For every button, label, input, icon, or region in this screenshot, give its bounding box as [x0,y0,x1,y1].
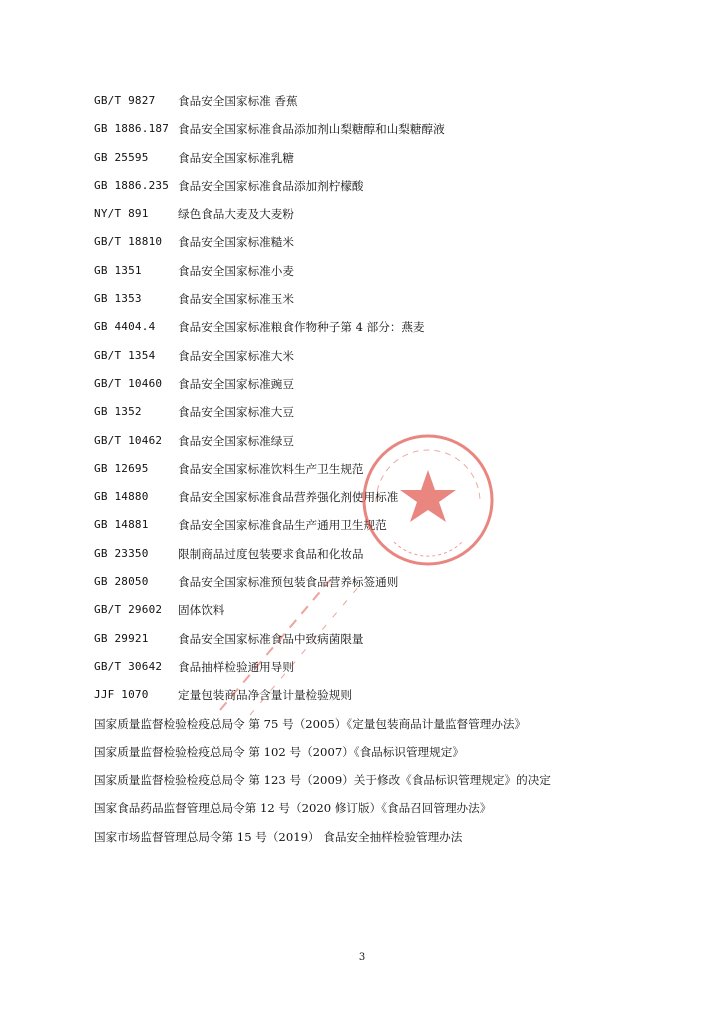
standard-title: 食品安全国家标准大米 [178,348,294,363]
regulation-text: 国家质量监督检验检疫总局令 第 123 号（2009）关于修改《食品标识管理规定》的决定 [94,773,551,788]
standard-code: GB/T 30642 [94,659,163,673]
standard-title: 食品安全国家标准 香蕉 [178,94,298,108]
standard-row [94,401,654,429]
seal-watermark-stroke [250,585,360,715]
standard-title: 食品安全国家标准食品生产通用卫生规范 [178,518,387,533]
standard-title: 定量包装商品净含量计量检验规则 [178,688,352,703]
standard-code: GB/T 10462 [94,433,163,447]
seal-watermark-stroke [220,580,330,710]
standard-title: 食品安全国家标准绿豆 [178,433,294,448]
standard-code: GB/T 18810 [94,235,163,249]
standard-title: 限制商品过度包装要求食品和化妆品 [178,546,364,561]
seal-star-icon [400,470,456,522]
standard-title: 食品抽样检验通用导则 [178,659,294,674]
regulation-row [94,741,654,769]
standard-code: GB 1351 [94,263,142,277]
standard-code: GB 25595 [94,150,149,164]
regulation-text: 国家市场监督管理总局令第 15 号（2019） 食品安全抽样检验管理办法 [94,829,463,844]
standard-code: JJF 1070 [94,688,149,702]
standard-code: GB/T 9827 [94,94,156,107]
standard-code: GB/T 1354 [94,348,156,362]
standard-code: NY/T 891 [94,207,149,221]
standard-title: 食品安全国家标准大豆 [178,405,294,420]
standard-row [94,288,654,316]
standard-code: GB 23350 [94,546,149,560]
standard-code: GB/T 29602 [94,603,163,617]
standard-row [94,118,654,146]
regulation-text: 国家质量监督检验检疫总局令 第 102 号（2007）《食品标识管理规定》 [94,744,464,759]
standard-title: 食品安全国家标准豌豆 [178,376,294,391]
standard-row [94,373,654,401]
standard-code: GB/T 10460 [94,376,163,390]
standard-title: 食品安全国家标准糙米 [178,235,294,250]
standard-row [94,231,654,259]
standard-row [94,90,654,118]
standard-row [94,345,654,373]
standard-code: GB 14880 [94,490,149,504]
standard-code: GB 28050 [94,575,149,589]
standard-title: 食品安全国家标准饮料生产卫生规范 [178,461,364,476]
standard-row [94,316,654,344]
standard-row [94,203,654,231]
regulation-text: 国家食品药品监督管理总局令第 12 号（2020 修订版）《食品召回管理办法》 [94,801,492,816]
standard-title: 食品安全国家标准食品中致病菌限量 [178,631,364,646]
standard-title: 固体饮料 [178,603,225,618]
standard-code: GB 1886.235 [94,178,170,192]
standard-code: GB 1352 [94,405,142,419]
regulation-text: 国家质量监督检验检疫总局令 第 75 号（2005）《定量包装商品计量监督管理办法》 [94,716,527,731]
standard-title: 食品安全国家标准食品营养强化剂使用标准 [178,490,399,505]
standard-title: 食品安全国家标准粮食作物种子第 4 部分：燕麦 [178,320,425,335]
standard-code: GB 14881 [94,518,149,532]
standard-title: 绿色食品大麦及大麦粉 [178,207,294,222]
standard-title: 食品安全国家标准玉米 [178,292,294,307]
regulation-row [94,797,654,825]
standard-title: 食品安全国家标准乳糖 [178,150,294,165]
standard-title: 食品安全国家标准小麦 [178,263,294,278]
standard-code: GB 1353 [94,292,142,306]
standard-code: GB 12695 [94,461,149,475]
standard-code: GB 29921 [94,631,149,645]
regulation-row [94,769,654,797]
standard-title: 食品安全国家标准食品添加剂山梨糖醇和山梨糖醇液 [178,122,445,137]
standard-title: 食品安全国家标准食品添加剂柠檬酸 [178,178,364,193]
standard-row [94,260,654,288]
standard-row [94,147,654,175]
seal-watermark-lettering [210,540,490,720]
standard-row [94,175,654,203]
standard-code: GB 4404.4 [94,320,156,334]
regulation-row [94,826,654,854]
standard-title: 食品安全国家标准预包装食品营养标签通则 [178,575,399,590]
page-number: 3 [358,952,366,963]
standard-code: GB 1886.187 [94,122,170,136]
